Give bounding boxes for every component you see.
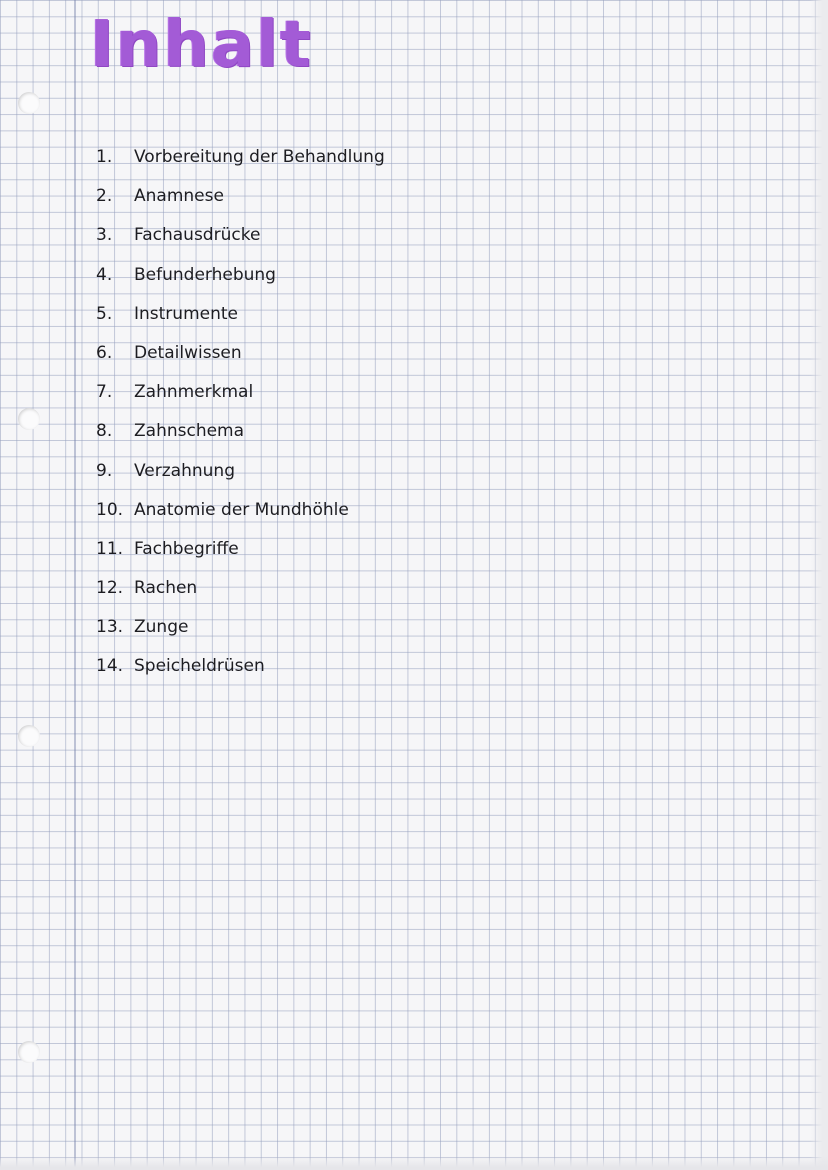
toc-item-number: 2. <box>96 186 113 207</box>
toc-item-label: Fachbegriffe <box>134 538 239 559</box>
toc-item-label: Fachausdrücke <box>134 225 261 246</box>
toc-item-label: Anatomie der Mundhöhle <box>134 499 349 520</box>
toc-item-label: Vorbereitung der Behandlung <box>134 147 385 167</box>
toc-item-label: Befunderhebung <box>134 264 276 285</box>
table-of-contents <box>96 142 385 691</box>
toc-item <box>96 142 385 181</box>
toc-item-label: Verzahnung <box>134 460 235 481</box>
toc-item-number: 10. <box>96 499 124 520</box>
toc-item <box>96 612 385 651</box>
toc-item-label: Anamnese <box>134 186 224 207</box>
toc-item-number: 9. <box>96 460 113 481</box>
toc-item-label: Zahnmerkmal <box>134 382 254 403</box>
toc-item <box>96 495 385 534</box>
toc-item-number: 11. <box>96 538 124 559</box>
toc-item <box>96 456 385 495</box>
toc-item-label: Zunge <box>134 617 189 638</box>
page-title: Inhalt <box>90 8 313 82</box>
toc-item-label: Instrumente <box>134 303 238 324</box>
toc-item <box>96 220 385 259</box>
toc-item <box>96 260 385 299</box>
toc-item-number: 6. <box>96 342 113 363</box>
toc-item <box>96 377 385 416</box>
toc-item-number: 1. <box>96 147 113 167</box>
toc-item-number: 7. <box>96 382 113 403</box>
toc-item <box>96 181 385 220</box>
toc-item-label: Detailwissen <box>134 342 242 363</box>
toc-item-label: Rachen <box>134 578 198 599</box>
toc-item <box>96 651 385 690</box>
toc-item-number: 12. <box>96 578 124 599</box>
toc-item-number: 3. <box>96 225 113 246</box>
paper-bottom-edge <box>0 1156 828 1170</box>
toc-item <box>96 534 385 573</box>
toc-item-number: 14. <box>96 656 124 677</box>
toc-item-number: 13. <box>96 617 124 638</box>
toc-item-number: 4. <box>96 264 113 285</box>
toc-item <box>96 416 385 455</box>
punch-hole <box>18 725 40 747</box>
toc-item <box>96 573 385 612</box>
toc-item-number: 5. <box>96 303 113 324</box>
paper-right-edge <box>810 0 828 1170</box>
toc-item <box>96 299 385 338</box>
toc-item-label: Speicheldrüsen <box>134 656 265 677</box>
toc-item <box>96 338 385 377</box>
margin-line <box>74 0 76 1170</box>
punch-hole <box>18 92 40 114</box>
punch-hole <box>18 1041 40 1063</box>
toc-item-label: Zahnschema <box>134 421 245 442</box>
toc-item-number: 8. <box>96 421 113 442</box>
punch-hole <box>18 408 40 430</box>
